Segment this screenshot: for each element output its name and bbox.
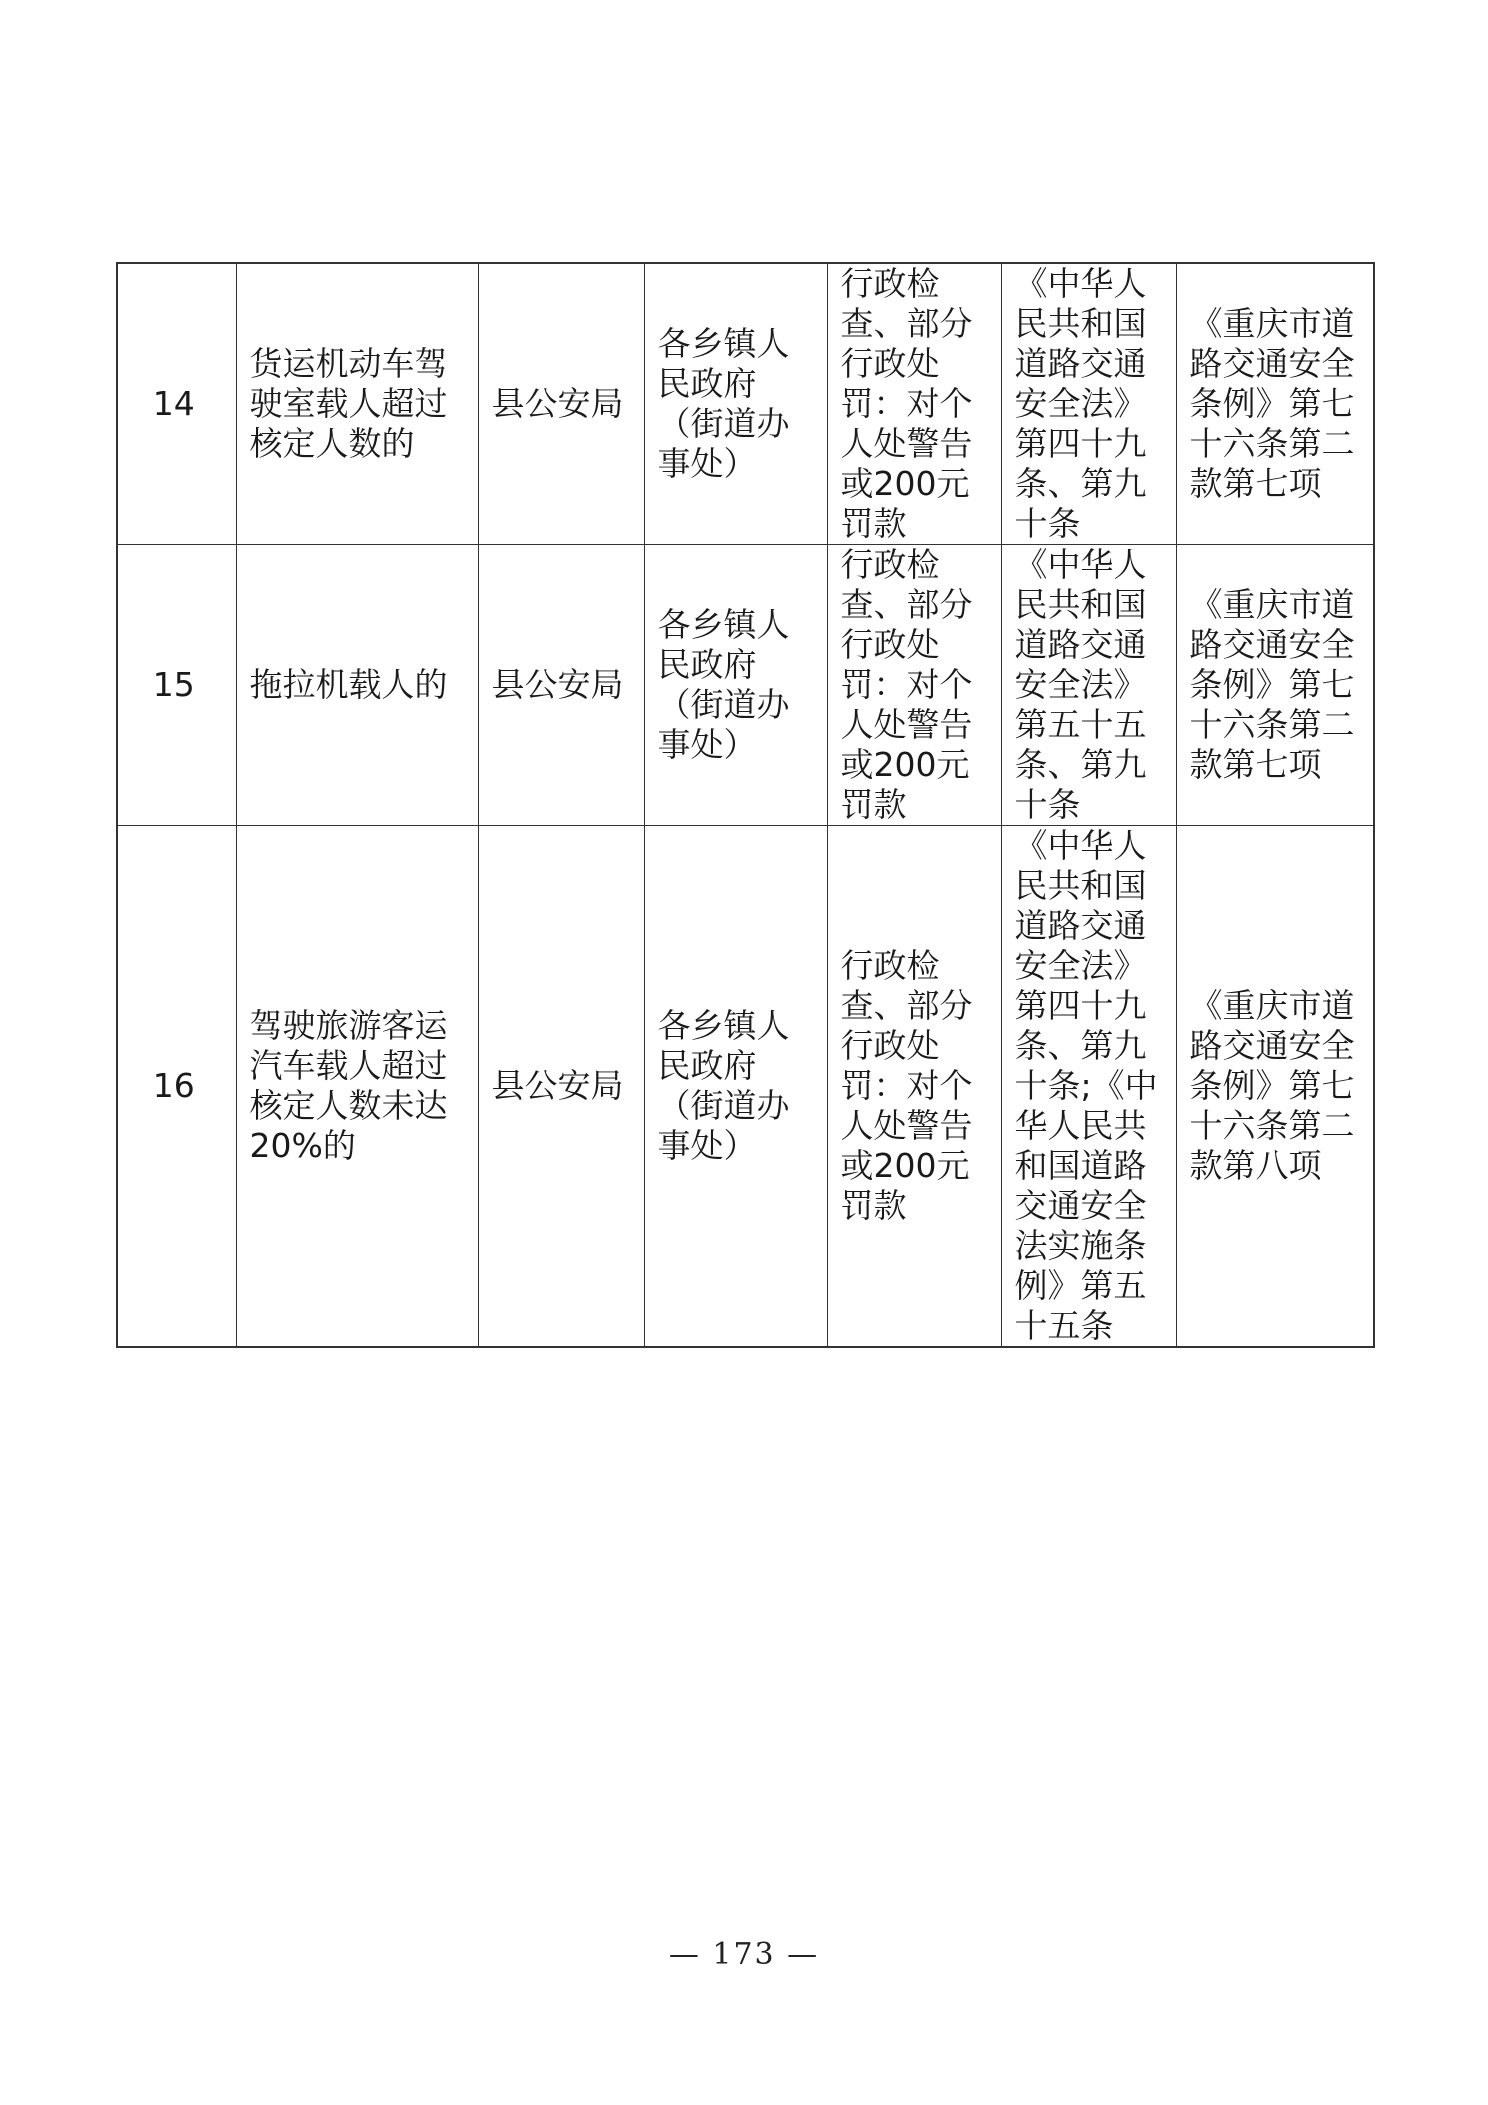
law-basis-cell: 《中华人民共和国道路交通安全法》第四十九条、第九十条;《中华人民共和国道路交通安全法实施条例》第五十五条 (1001, 826, 1176, 1348)
enforcement-items-table (116, 262, 1375, 1348)
item-cell: 驾驶旅游客运汽车载人超过核定人数未达20%的 (236, 826, 478, 1348)
authority-cell: 行政检查、部分行政处罚：对个人处警告或200元罚款 (827, 826, 1001, 1348)
delegate-cell: 各乡镇人民政府（街道办事处） (644, 545, 827, 826)
row-number-cell (117, 545, 236, 826)
law-basis-cell: 《中华人民共和国道路交通安全法》第五十五条、第九十条 (1001, 545, 1176, 826)
delegate-cell: 各乡镇人民政府（街道办事处） (644, 263, 827, 545)
row-number: 14 (152, 384, 195, 423)
row-number: 15 (152, 665, 195, 704)
row-number: 16 (152, 1066, 195, 1105)
regulation-basis-cell: 《重庆市道路交通安全条例》第七十六条第二款第七项 (1176, 545, 1374, 826)
regulation-basis-cell: 《重庆市道路交通安全条例》第七十六条第二款第八项 (1176, 826, 1374, 1348)
delegate-cell: 各乡镇人民政府（街道办事处） (644, 826, 827, 1348)
page-number: — 173 — (668, 1937, 820, 1972)
item-cell: 货运机动车驾驶室载人超过核定人数的 (236, 263, 478, 545)
authority-cell: 行政检查、部分行政处罚：对个人处警告或200元罚款 (827, 545, 1001, 826)
department-cell: 县公安局 (478, 263, 644, 545)
department-cell: 县公安局 (478, 545, 644, 826)
authority-cell: 行政检查、部分行政处罚：对个人处警告或200元罚款 (827, 263, 1001, 545)
row-number-cell (117, 826, 236, 1348)
law-basis-cell: 《中华人民共和国道路交通安全法》第四十九条、第九十条 (1001, 263, 1176, 545)
table-row (117, 826, 1374, 1348)
table-row (117, 263, 1374, 545)
table-row (117, 545, 1374, 826)
row-number-cell (117, 263, 236, 545)
item-cell: 拖拉机载人的 (236, 545, 478, 826)
regulation-basis-cell: 《重庆市道路交通安全条例》第七十六条第二款第七项 (1176, 263, 1374, 545)
department-cell: 县公安局 (478, 826, 644, 1348)
